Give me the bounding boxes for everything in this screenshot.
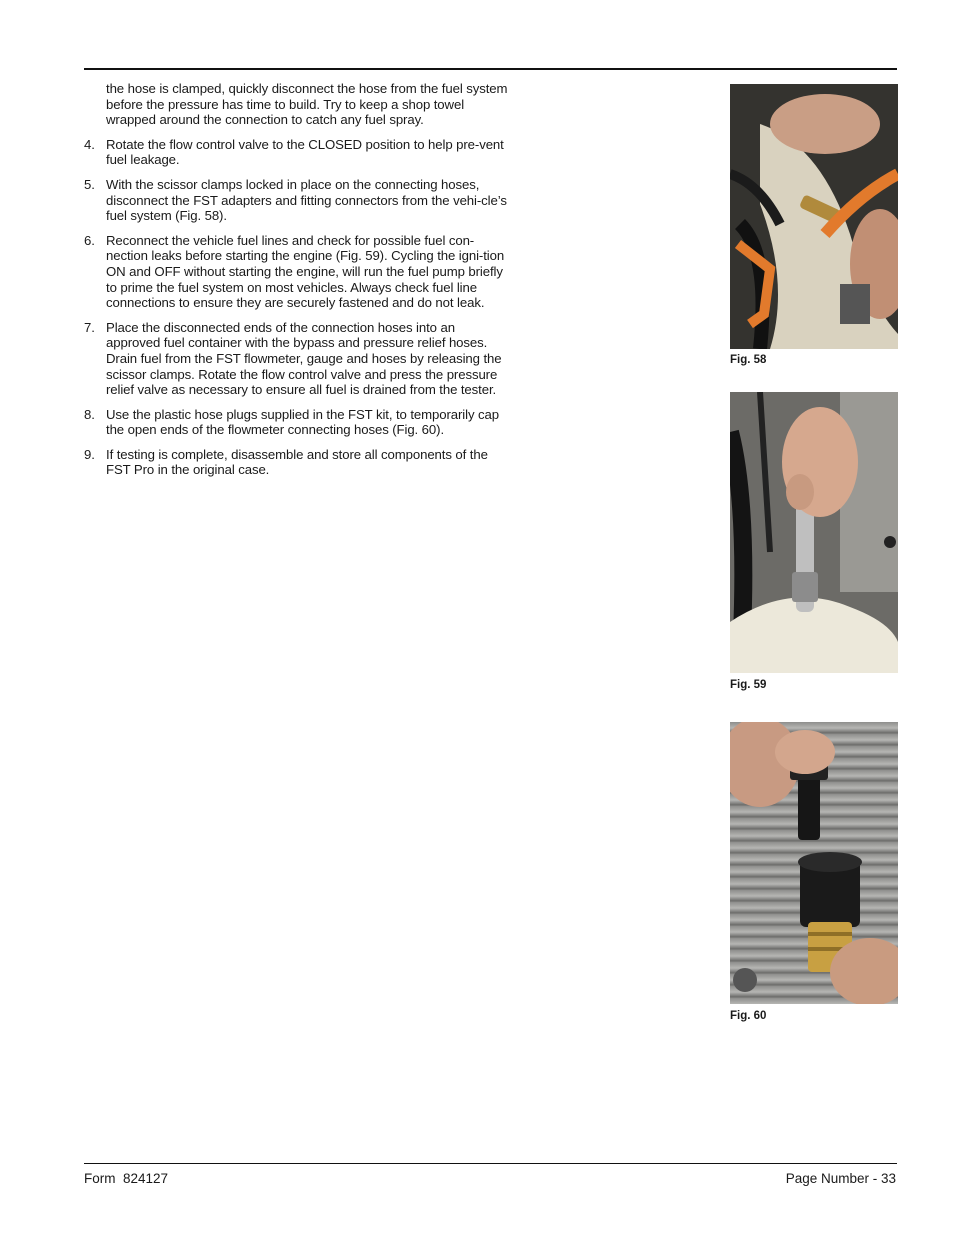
photo-hose-plugs — [730, 722, 898, 1004]
figure-58 — [730, 84, 898, 366]
photo-illustration — [730, 392, 898, 673]
step-text: Rotate the flow control valve to the CLOSED position to help pre-vent fuel leakage. — [106, 136, 504, 168]
step-text: Place the disconnected ends of the connection hoses into an approved fuel container with the bypass and pressure relief hoses. Drain fuel from the FST flowmeter, gauge and hoses by releasing the scissor clamps. Rotate the flow control valve and press the pressure relief valve as necessary to ensure all fuel is drained from the tester. — [106, 319, 502, 398]
step-item — [84, 137, 508, 168]
step-item — [84, 233, 508, 311]
page-number: Page Number - 33 — [785, 1171, 896, 1186]
step-text: With the scissor clamps locked in place on the connecting hoses, disconnect the FST adapters and fitting connectors from the vehi-cle’s fuel system (Fig. 58). — [106, 176, 507, 224]
step-number: 5. — [84, 176, 95, 192]
figure-caption: Fig. 58 — [730, 354, 767, 366]
step-number: 6. — [84, 232, 95, 248]
header-rule — [84, 68, 897, 70]
form-number: Form 824127 — [84, 1171, 169, 1186]
figure-caption: Fig. 59 — [730, 679, 767, 691]
step-number: 9. — [84, 446, 95, 462]
step-number: 7. — [84, 319, 95, 335]
step-text: Reconnect the vehicle fuel lines and check for possible fuel con-nection leaks before starting the engine (Fig. 59). Cycling the igni-tion ON and OFF without starting the engine, will run the fuel pump briefly to prime the fuel system on most vehicles. Always check fuel line connections to ensure they are securely fastened and do not leak. — [106, 232, 505, 311]
step-item — [84, 320, 508, 398]
instruction-text — [84, 81, 508, 487]
step-number: 8. — [84, 406, 95, 422]
step-text: If testing is complete, disassemble and store all components of the FST Pro in the original case. — [106, 446, 488, 478]
intro-paragraph: the hose is clamped, quickly disconnect the hose from the fuel system before the pressure has time to build. Try to keep a shop towel wrapped around the connection to catch any fuel spray. — [106, 81, 508, 128]
figure-60 — [730, 722, 898, 1022]
photo-illustration — [730, 84, 898, 349]
step-text: Use the plastic hose plugs supplied in the FST kit, to temporarily cap the open ends of the flowmeter connecting hoses (Fig. 60). — [106, 406, 499, 438]
footer-rule — [84, 1163, 897, 1164]
step-item — [84, 177, 508, 224]
photo-disconnect-hose — [730, 84, 898, 349]
step-item — [84, 447, 508, 478]
photo-illustration — [730, 722, 898, 1004]
step-number: 4. — [84, 136, 95, 152]
figure-caption: Fig. 60 — [730, 1010, 767, 1022]
step-item — [84, 407, 508, 438]
photo-reconnect-fuel-line — [730, 392, 898, 673]
figure-59 — [730, 392, 898, 691]
